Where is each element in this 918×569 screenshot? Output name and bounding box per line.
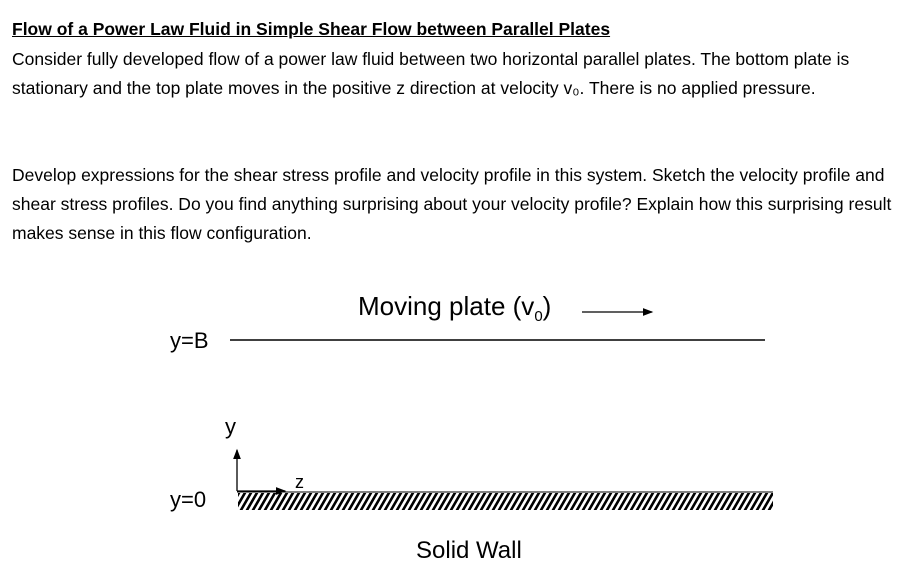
solid-wall-label: Solid Wall [416,537,522,564]
moving-plate-label: Moving plate $(v_0)$ [358,291,552,326]
problem-description: Consider fully developed flow of a power law fluid between two horizontal parallel plates. The bottom plate is stationary and the top plate moves in the positive z direction at velocity v₀. There is no applied pressure. [12,49,850,98]
y-axis-label: y [225,414,236,439]
solid-wall-hatch [238,493,773,510]
top-plate-position-label: y=B [170,328,209,353]
z-axis-label: z [295,472,304,492]
bottom-wall-position-label: y=0 [170,487,207,512]
document-title: Flow of a Power Law Fluid in Simple Shear Flow between Parallel Plates [12,19,611,39]
problem-task: Develop expressions for the shear stress profile and velocity profile in this system. Sketch the velocity profile and shear stress profiles. Do you find anything surprising about your velocity profile? Explain how this surprising result makes sense in this flow configuration. [12,165,892,243]
